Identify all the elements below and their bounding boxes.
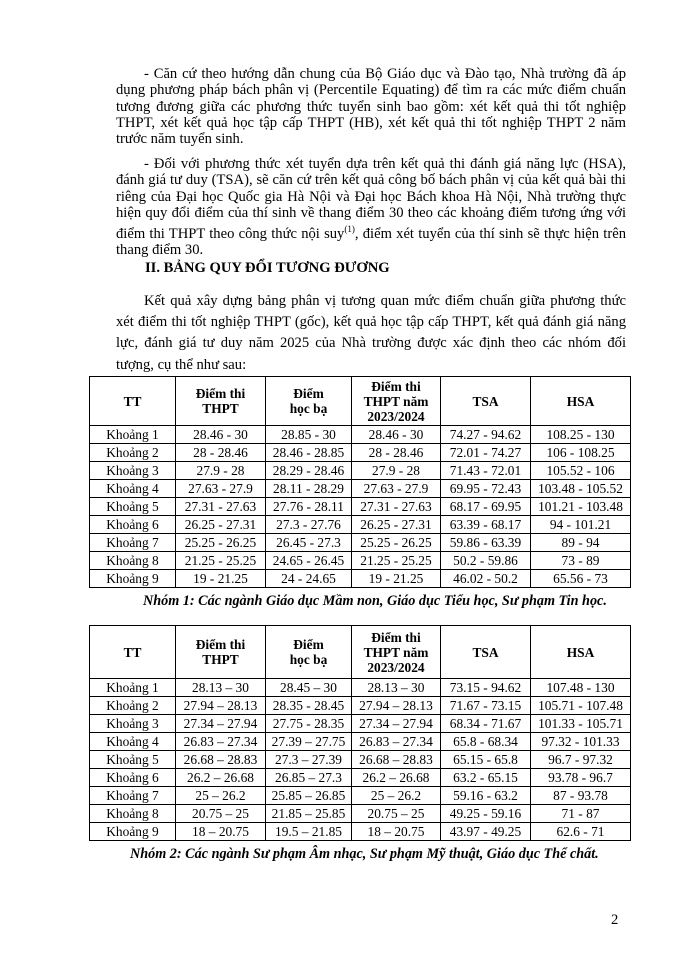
cell-thpt-2023-2024: 28 - 28.46 <box>352 444 441 462</box>
table-row <box>90 480 631 498</box>
cell-thpt: 26.83 – 27.34 <box>176 733 266 751</box>
cell-tsa: 74.27 - 94.62 <box>441 426 531 444</box>
cell-tt: Khoảng 8 <box>90 805 176 823</box>
table-row <box>90 516 631 534</box>
header-tsa: TSA <box>441 626 531 679</box>
cell-hsa: 96.7 - 97.32 <box>531 751 631 769</box>
header-tt: TT <box>90 377 176 426</box>
cell-hsa: 105.52 - 106 <box>531 462 631 480</box>
cell-tsa: 71.67 - 73.15 <box>441 697 531 715</box>
cell-hoc-ba: 24.65 - 26.45 <box>266 552 352 570</box>
cell-tt: Khoảng 5 <box>90 498 176 516</box>
table-row <box>90 552 631 570</box>
paragraph-2: - Đối với phương thức xét tuyển dựa trên kết quả thi đánh giá năng lực (HSA), đánh giá tư duy (TSA), sẽ căn cứ trên kết quả công bố bách phân vị của kết quả bài thi riêng của Đại học Quốc gia Hà Nội và Đại học Bách khoa Hà Nội, Nhà trường thực hiện quy đổi điểm của thí sinh về thang điểm 30 theo các khoảng điểm tương ứng với điểm thi THPT theo công thức nội suy$^{(1)}$, điểm xét tuyển của thí sinh sẽ thực hiện trên thang điểm 30. <box>116 156 626 259</box>
cell-tt: Khoảng 3 <box>90 715 176 733</box>
cell-tsa: 68.17 - 69.95 <box>441 498 531 516</box>
table-row <box>90 715 631 733</box>
cell-tsa: 68.34 - 71.67 <box>441 715 531 733</box>
header-hsa: HSA <box>531 377 631 426</box>
table-row <box>90 444 631 462</box>
page-number: 2 <box>611 912 619 928</box>
cell-hsa: 101.21 - 103.48 <box>531 498 631 516</box>
cell-thpt: 18 – 20.75 <box>176 823 266 841</box>
cell-hoc-ba: 27.3 – 27.39 <box>266 751 352 769</box>
cell-hsa: 93.78 - 96.7 <box>531 769 631 787</box>
header-tt: TT <box>90 626 176 679</box>
cell-thpt: 28 - 28.46 <box>176 444 266 462</box>
cell-tt: Khoảng 1 <box>90 426 176 444</box>
header-hoc-ba: Điểm học bạ <box>266 626 352 679</box>
cell-thpt: 19 - 21.25 <box>176 570 266 588</box>
cell-hoc-ba: 28.46 - 28.85 <box>266 444 352 462</box>
cell-tsa: 63.39 - 68.17 <box>441 516 531 534</box>
cell-thpt-2023-2024: 25 – 26.2 <box>352 787 441 805</box>
cell-hsa: 107.48 - 130 <box>531 679 631 697</box>
cell-hoc-ba: 28.11 - 28.29 <box>266 480 352 498</box>
cell-tsa: 65.15 - 65.8 <box>441 751 531 769</box>
cell-thpt-2023-2024: 27.31 - 27.63 <box>352 498 441 516</box>
cell-hsa: 105.71 - 107.48 <box>531 697 631 715</box>
cell-tsa: 43.97 - 49.25 <box>441 823 531 841</box>
cell-hsa: 89 - 94 <box>531 534 631 552</box>
cell-tt: Khoảng 7 <box>90 787 176 805</box>
table-row <box>90 534 631 552</box>
header-tsa: TSA <box>441 377 531 426</box>
cell-tt: Khoảng 2 <box>90 697 176 715</box>
cell-thpt-2023-2024: 27.34 – 27.94 <box>352 715 441 733</box>
conversion-table-group-1 <box>89 376 631 588</box>
cell-thpt: 25 – 26.2 <box>176 787 266 805</box>
cell-hsa: 65.56 - 73 <box>531 570 631 588</box>
cell-hoc-ba: 26.85 – 27.3 <box>266 769 352 787</box>
cell-thpt: 27.94 – 28.13 <box>176 697 266 715</box>
header-hsa: HSA <box>531 626 631 679</box>
cell-thpt-2023-2024: 28.46 - 30 <box>352 426 441 444</box>
cell-thpt-2023-2024: 27.63 - 27.9 <box>352 480 441 498</box>
cell-tt: Khoảng 4 <box>90 733 176 751</box>
cell-hoc-ba: 28.85 - 30 <box>266 426 352 444</box>
cell-thpt-2023-2024: 26.83 – 27.34 <box>352 733 441 751</box>
cell-tt: Khoảng 5 <box>90 751 176 769</box>
cell-tsa: 69.95 - 72.43 <box>441 480 531 498</box>
cell-hoc-ba: 25.85 – 26.85 <box>266 787 352 805</box>
cell-tsa: 65.8 - 68.34 <box>441 733 531 751</box>
cell-hoc-ba: 24 - 24.65 <box>266 570 352 588</box>
conversion-table-group-2 <box>89 625 631 841</box>
table-row <box>90 498 631 516</box>
cell-hsa: 71 - 87 <box>531 805 631 823</box>
cell-tt: Khoảng 1 <box>90 679 176 697</box>
caption-group-1: Nhóm 1: Các ngành Giáo dục Mầm non, Giáo dục Tiểu học, Sư phạm Tin học. <box>143 593 607 609</box>
cell-thpt: 27.9 - 28 <box>176 462 266 480</box>
header-thpt: Điểm thi THPT <box>176 626 266 679</box>
cell-hsa: 97.32 - 101.33 <box>531 733 631 751</box>
cell-thpt-2023-2024: 26.68 – 28.83 <box>352 751 441 769</box>
cell-hoc-ba: 28.35 - 28.45 <box>266 697 352 715</box>
cell-hsa: 62.6 - 71 <box>531 823 631 841</box>
cell-thpt: 21.25 - 25.25 <box>176 552 266 570</box>
cell-hoc-ba: 27.75 - 28.35 <box>266 715 352 733</box>
cell-thpt: 28.13 – 30 <box>176 679 266 697</box>
cell-thpt: 26.2 – 26.68 <box>176 769 266 787</box>
cell-tsa: 71.43 - 72.01 <box>441 462 531 480</box>
cell-hoc-ba: 19.5 – 21.85 <box>266 823 352 841</box>
cell-thpt-2023-2024: 20.75 – 25 <box>352 805 441 823</box>
intro-paragraph: Kết quả xây dựng bảng phân vị tương quan mức điểm chuẩn giữa phương thức xét điểm thi tốt nghiệp THPT (gốc), kết quả học tập cấp THPT, kết quả đánh giá năng lực, đánh giá tư duy năm 2025 của Nhà trường được xác định theo các nhóm đối tượng, cụ thể như sau: <box>116 293 626 373</box>
cell-thpt: 26.68 – 28.83 <box>176 751 266 769</box>
cell-hoc-ba: 27.76 - 28.11 <box>266 498 352 516</box>
table-row <box>90 462 631 480</box>
cell-hoc-ba: 21.85 – 25.85 <box>266 805 352 823</box>
cell-hsa: 94 - 101.21 <box>531 516 631 534</box>
table-row <box>90 679 631 697</box>
cell-thpt: 27.63 - 27.9 <box>176 480 266 498</box>
table-row <box>90 787 631 805</box>
cell-thpt: 27.34 – 27.94 <box>176 715 266 733</box>
table-row <box>90 733 631 751</box>
table-row <box>90 697 631 715</box>
cell-tt: Khoảng 9 <box>90 570 176 588</box>
header-hoc-ba: Điểm học bạ <box>266 377 352 426</box>
cell-tt: Khoảng 8 <box>90 552 176 570</box>
cell-tt: Khoảng 3 <box>90 462 176 480</box>
cell-hsa: 87 - 93.78 <box>531 787 631 805</box>
table-row <box>90 823 631 841</box>
table-row <box>90 751 631 769</box>
cell-hsa: 103.48 - 105.52 <box>531 480 631 498</box>
cell-thpt-2023-2024: 18 – 20.75 <box>352 823 441 841</box>
section-heading: II. BẢNG QUY ĐỔI TƯƠNG ĐƯƠNG <box>145 260 390 276</box>
cell-hsa: 73 - 89 <box>531 552 631 570</box>
cell-thpt-2023-2024: 26.2 – 26.68 <box>352 769 441 787</box>
cell-tt: Khoảng 4 <box>90 480 176 498</box>
cell-hoc-ba: 27.39 – 27.75 <box>266 733 352 751</box>
cell-tt: Khoảng 9 <box>90 823 176 841</box>
table-row <box>90 805 631 823</box>
cell-thpt-2023-2024: 19 - 21.25 <box>352 570 441 588</box>
cell-tsa: 59.86 - 63.39 <box>441 534 531 552</box>
table-header-row <box>90 377 631 426</box>
cell-thpt-2023-2024: 21.25 - 25.25 <box>352 552 441 570</box>
paragraph-1: - Căn cứ theo hướng dẫn chung của Bộ Giáo dục và Đào tạo, Nhà trường đã áp dụng phương pháp bách phân vị (Percentile Equating) để tìm ra các mức điểm chuẩn tương đương giữa các phương thức tuyển sinh bao gồm: xét kết quả thi tốt nghiệp THPT, xét kết quả học tập cấp THPT (HB), xét kết quả thi tốt nghiệp THPT 2 năm trước năm tuyển sinh. <box>116 66 626 148</box>
cell-tt: Khoảng 7 <box>90 534 176 552</box>
cell-hoc-ba: 27.3 - 27.76 <box>266 516 352 534</box>
cell-tsa: 72.01 - 74.27 <box>441 444 531 462</box>
cell-hsa: 101.33 - 105.71 <box>531 715 631 733</box>
cell-tsa: 46.02 - 50.2 <box>441 570 531 588</box>
cell-thpt: 20.75 – 25 <box>176 805 266 823</box>
table-row <box>90 769 631 787</box>
cell-tt: Khoảng 6 <box>90 769 176 787</box>
cell-tsa: 49.25 - 59.16 <box>441 805 531 823</box>
cell-tt: Khoảng 6 <box>90 516 176 534</box>
cell-thpt-2023-2024: 27.9 - 28 <box>352 462 441 480</box>
header-thpt-2023-2024: Điểm thi THPT năm 2023/2024 <box>352 377 441 426</box>
cell-thpt: 25.25 - 26.25 <box>176 534 266 552</box>
cell-hsa: 106 - 108.25 <box>531 444 631 462</box>
cell-thpt: 27.31 - 27.63 <box>176 498 266 516</box>
table-row <box>90 426 631 444</box>
cell-tsa: 59.16 - 63.2 <box>441 787 531 805</box>
cell-thpt-2023-2024: 28.13 – 30 <box>352 679 441 697</box>
cell-thpt: 26.25 - 27.31 <box>176 516 266 534</box>
header-thpt-2023-2024: Điểm thi THPT năm 2023/2024 <box>352 626 441 679</box>
cell-thpt-2023-2024: 25.25 - 26.25 <box>352 534 441 552</box>
cell-tt: Khoảng 2 <box>90 444 176 462</box>
cell-hsa: 108.25 - 130 <box>531 426 631 444</box>
caption-group-2: Nhóm 2: Các ngành Sư phạm Âm nhạc, Sư phạm Mỹ thuật, Giáo dục Thể chất. <box>130 846 599 862</box>
table-row <box>90 570 631 588</box>
cell-hoc-ba: 28.45 – 30 <box>266 679 352 697</box>
cell-thpt: 28.46 - 30 <box>176 426 266 444</box>
cell-tsa: 50.2 - 59.86 <box>441 552 531 570</box>
header-thpt: Điểm thi THPT <box>176 377 266 426</box>
cell-tsa: 73.15 - 94.62 <box>441 679 531 697</box>
cell-tsa: 63.2 - 65.15 <box>441 769 531 787</box>
cell-thpt-2023-2024: 27.94 – 28.13 <box>352 697 441 715</box>
cell-hoc-ba: 26.45 - 27.3 <box>266 534 352 552</box>
table-header-row <box>90 626 631 679</box>
cell-thpt-2023-2024: 26.25 - 27.31 <box>352 516 441 534</box>
cell-hoc-ba: 28.29 - 28.46 <box>266 462 352 480</box>
